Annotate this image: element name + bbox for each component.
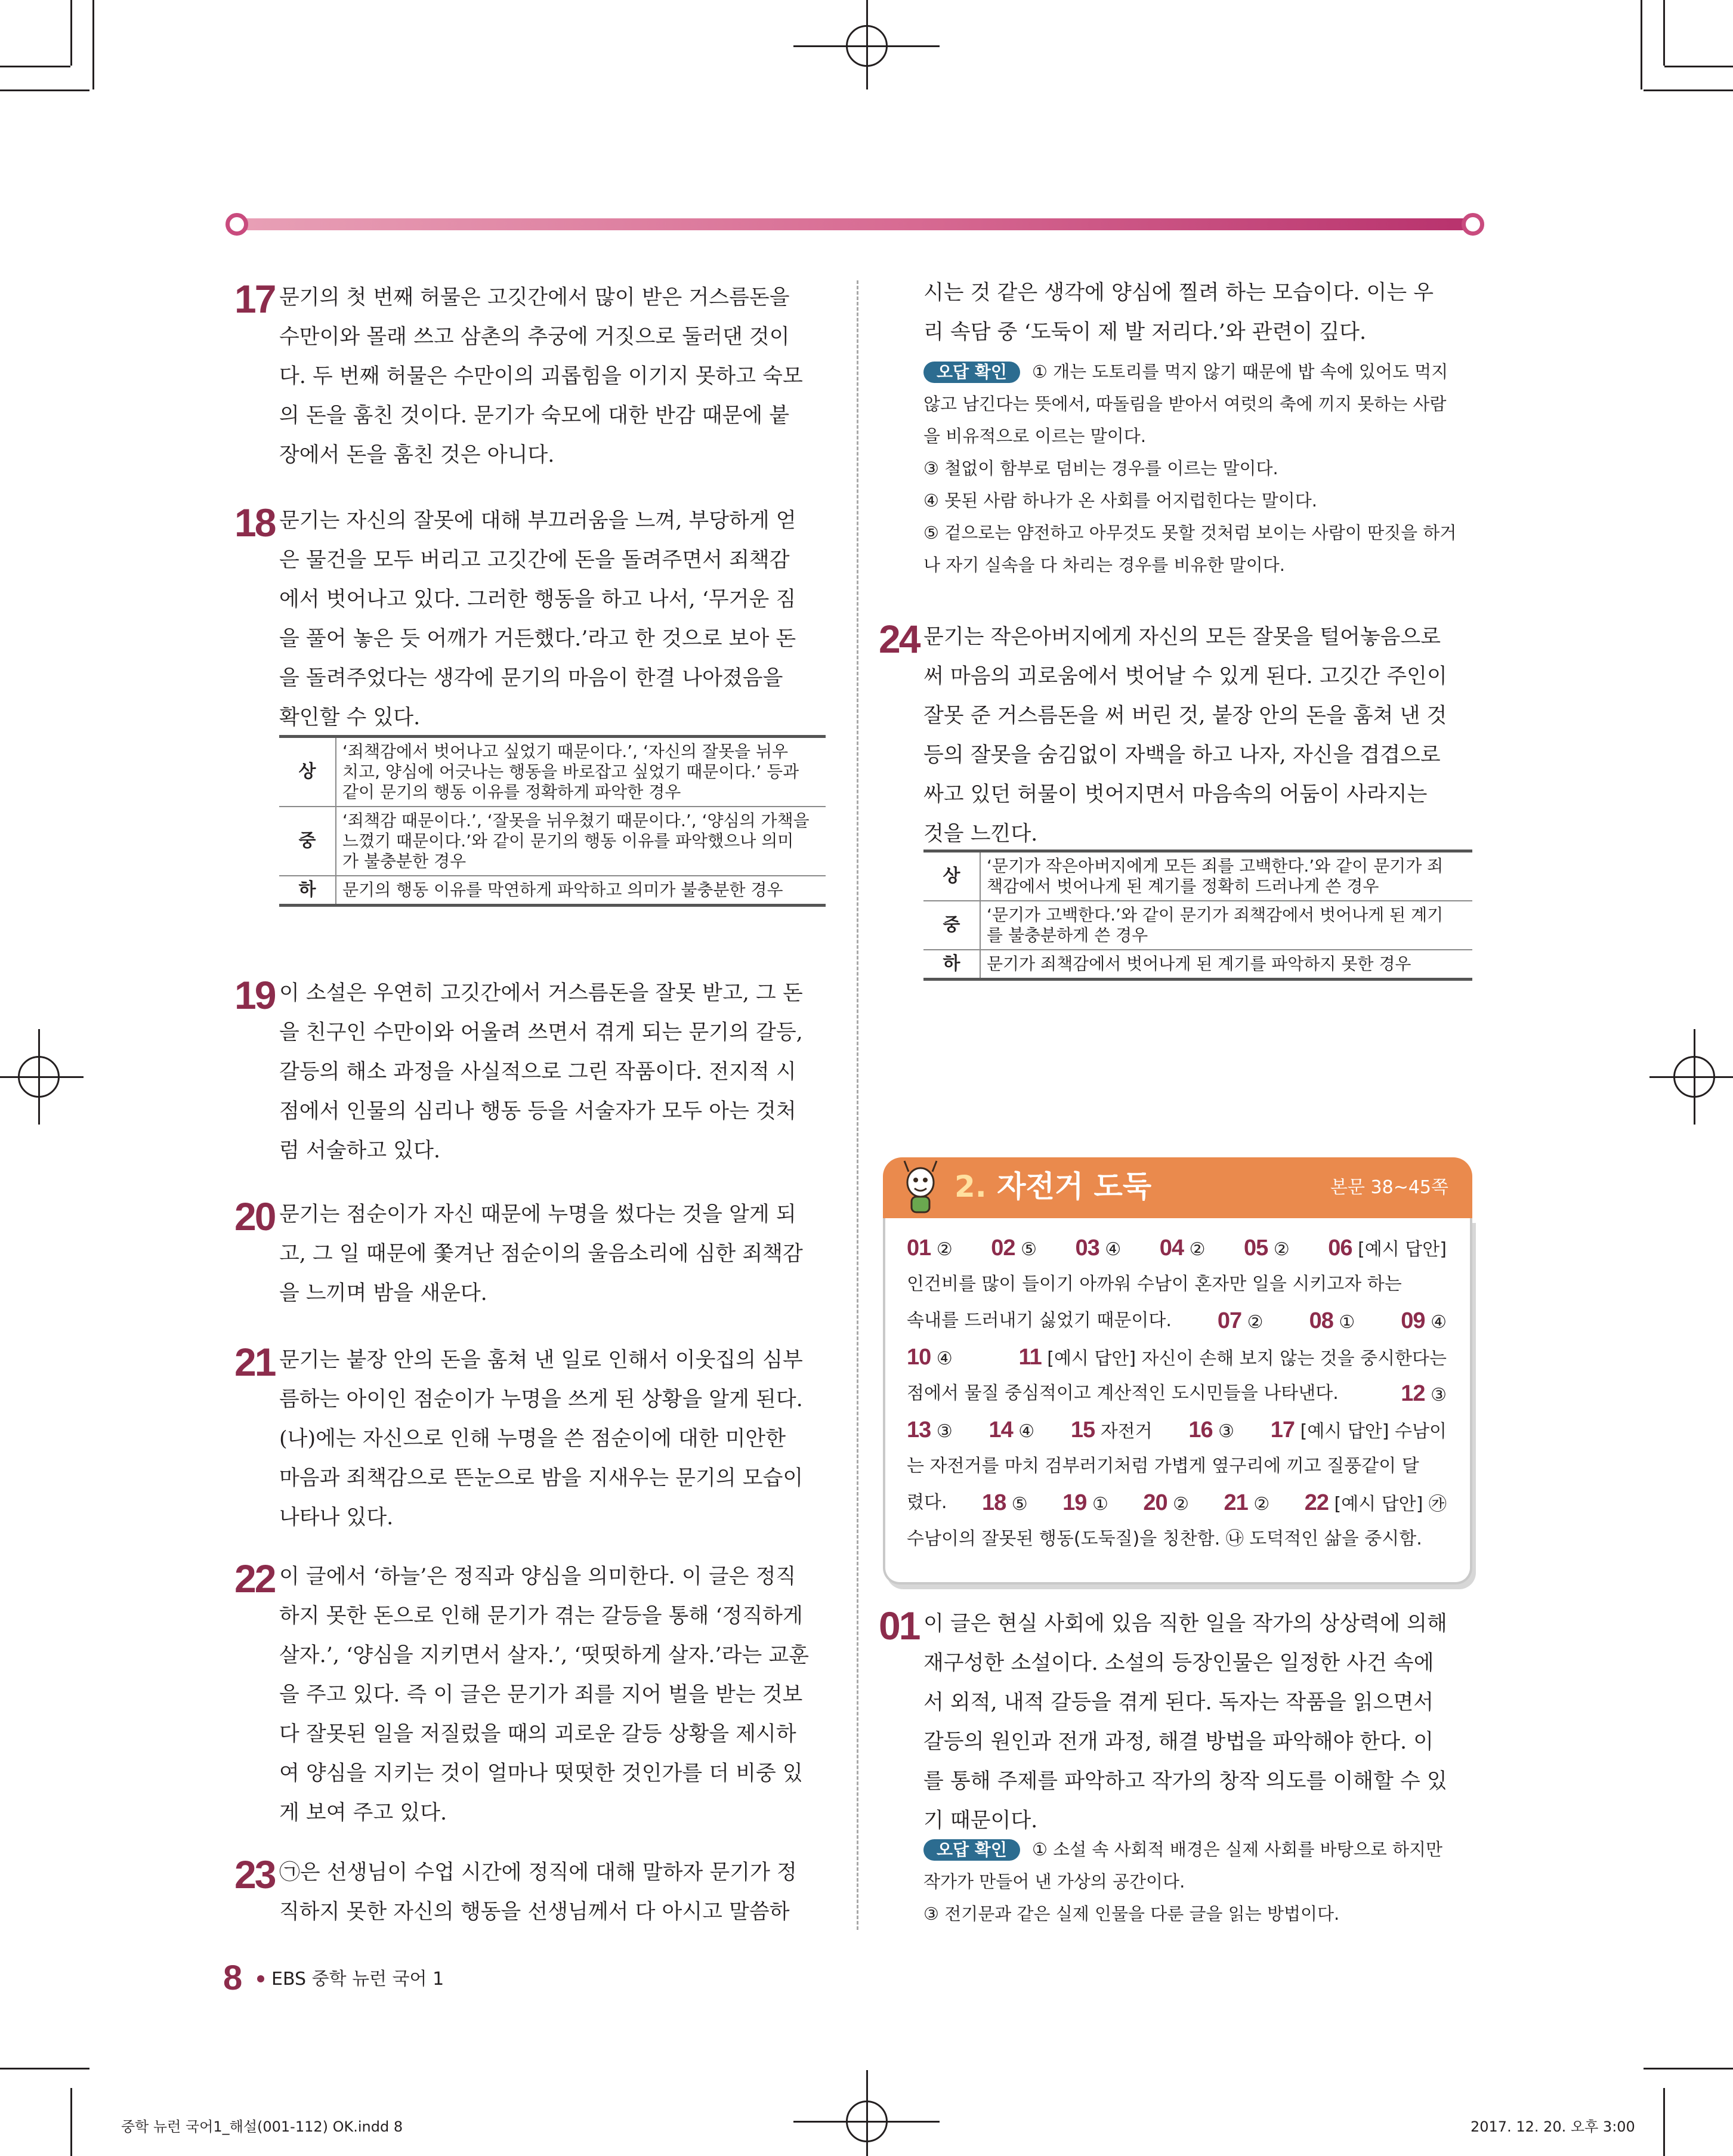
answer-value: ① bbox=[1086, 1494, 1108, 1515]
text-line: 게 보여 주고 있다. bbox=[279, 1801, 447, 1825]
answer-item bbox=[1328, 1230, 1447, 1268]
check-text: 않고 남긴다는 뜻에서, 따돌림을 받아서 여럿의 축에 끼지 못하는 사람 bbox=[923, 394, 1447, 414]
answer-number: 18 bbox=[981, 1490, 1006, 1515]
question-text bbox=[279, 501, 826, 737]
answer-line bbox=[907, 1267, 1447, 1302]
text-line: 장에서 돈을 훔친 것은 아니다. bbox=[279, 443, 555, 467]
answer-value: ⑤ bbox=[1006, 1494, 1028, 1515]
question-text bbox=[923, 617, 1472, 854]
answer-value: [예시 답안] ㉮ bbox=[1329, 1494, 1447, 1515]
text-line: (나)에는 자신으로 인해 누명을 쓴 점순이에 대한 미안한 bbox=[279, 1427, 786, 1451]
grade-criteria bbox=[336, 737, 826, 807]
question-number: 21 bbox=[234, 1340, 275, 1384]
text-line: 문기는 작은아버지에게 자신의 모든 잘못을 털어놓음으로 bbox=[923, 625, 1441, 649]
answer-line bbox=[907, 1230, 1447, 1268]
question-number: 23 bbox=[234, 1852, 275, 1896]
answer-number: 20 bbox=[1143, 1490, 1167, 1515]
text-line: 의 돈을 훔친 것이다. 문기가 숙모에 대한 반감 때문에 붙 bbox=[279, 404, 790, 428]
answer-line bbox=[907, 1521, 1447, 1557]
grade-level: 하 bbox=[279, 876, 336, 906]
answer-item bbox=[1143, 1485, 1189, 1522]
check-line bbox=[923, 452, 1472, 484]
question-text bbox=[279, 1195, 826, 1313]
answer-item bbox=[907, 1230, 953, 1268]
grade-criteria bbox=[980, 901, 1472, 950]
answer-item bbox=[907, 1448, 1419, 1484]
answer-value: ② bbox=[1184, 1239, 1206, 1260]
answer-line bbox=[907, 1485, 1447, 1522]
answer-item bbox=[1076, 1230, 1122, 1268]
text-line: 다. 두 번째 허물은 수만이의 괴롭힘을 이기지 못하고 숙모 bbox=[279, 365, 803, 388]
answer-item bbox=[1062, 1485, 1108, 1522]
text-line: 직하지 못한 자신의 행동을 선생님께서 다 아시고 말씀하 bbox=[279, 1900, 790, 1924]
text-line: 름하는 아이인 점순이가 누명을 쓰게 된 상황을 알게 된다. bbox=[279, 1388, 803, 1411]
crop-mark bbox=[0, 89, 89, 91]
text-line: 점에서 인물의 심리나 행동 등을 서술자가 모두 아는 것처 bbox=[279, 1099, 796, 1123]
criteria-line: ‘문기가 작은아버지에게 모든 죄를 고백한다.’와 같이 문기가 죄 bbox=[987, 856, 1444, 876]
check-text: ④ 못된 사람 하나가 온 사회를 어지럽힌다는 말이다. bbox=[923, 490, 1318, 511]
criteria-line: 느꼈기 때문이다.’와 같이 문기의 행동 이유를 파악했으나 의미 bbox=[342, 831, 794, 851]
answer-value: ④ bbox=[1425, 1312, 1447, 1333]
text-line: 갈등의 해소 과정을 사실적으로 그린 작품이다. 전지적 시 bbox=[279, 1060, 796, 1084]
grade-row bbox=[279, 807, 826, 876]
answer-value: 점에서 물질 중심적이고 계산적인 도시민들을 나타낸다. bbox=[907, 1383, 1339, 1404]
answer-number: 13 bbox=[907, 1417, 931, 1443]
answer-number: 22 bbox=[1304, 1490, 1329, 1515]
crop-mark bbox=[70, 2088, 72, 2156]
header-bar-cap-left bbox=[225, 213, 248, 236]
answer-value: [예시 답안] bbox=[1352, 1239, 1447, 1260]
wrong-answer-badge: 오답 확인 bbox=[923, 362, 1020, 383]
answer-value: ② bbox=[1241, 1312, 1264, 1333]
answer-item bbox=[988, 1412, 1034, 1450]
question-number: 19 bbox=[234, 973, 275, 1017]
text-line: 문기는 붙장 안의 돈을 훔쳐 낸 일로 인해서 이웃집의 심부 bbox=[279, 1348, 803, 1372]
question-number: 24 bbox=[879, 617, 919, 661]
check-text: ③ 전기문과 같은 실제 인물을 다룬 글을 읽는 방법이다. bbox=[923, 1904, 1340, 1924]
text-line: 마음과 죄책감으로 뜬눈으로 밤을 지새우는 문기의 모습이 bbox=[279, 1466, 804, 1490]
check-text: ⑤ 겉으로는 얌전하고 아무것도 못할 것처럼 보이는 사람이 딴짓을 하거 bbox=[923, 523, 1457, 543]
criteria-line: ‘죄책감 때문이다.’, ‘잘못을 뉘우쳤기 때문이다.’, ‘양심의 가책을 bbox=[342, 811, 810, 830]
answer-item bbox=[1271, 1412, 1447, 1450]
grade-level: 하 bbox=[923, 950, 980, 980]
answer-item bbox=[907, 1376, 1339, 1413]
question-text bbox=[279, 278, 826, 475]
header-bar bbox=[237, 218, 1472, 230]
answer-number: 09 bbox=[1401, 1308, 1425, 1333]
text-line: 이 글에서 ‘하늘’은 정직과 양심을 의미한다. 이 글은 정직 bbox=[279, 1565, 796, 1589]
grade-row bbox=[923, 950, 1472, 980]
answer-value: [예시 답안] 자신이 손해 보지 않는 것을 중시한다는 bbox=[1041, 1348, 1447, 1369]
check-line bbox=[923, 388, 1472, 420]
criteria-line: 가 불충분한 경우 bbox=[342, 851, 467, 871]
text-line: 확인할 수 있다. bbox=[279, 706, 421, 730]
check-line bbox=[923, 549, 1472, 581]
criteria-line: ‘문기가 고백한다.’와 같이 문기가 죄책감에서 벗어나게 된 계기 bbox=[987, 905, 1444, 925]
answer-item bbox=[1401, 1376, 1447, 1413]
crop-mark bbox=[1644, 2068, 1733, 2069]
print-slug-file: 중학 뉴런 국어1_해설(001-112) OK.indd 8 bbox=[121, 2118, 403, 2135]
grade-criteria bbox=[980, 851, 1472, 901]
crop-mark bbox=[1663, 2088, 1665, 2156]
question-text bbox=[279, 1557, 826, 1833]
text-line: 살자.’, ‘양심을 지키면서 살자.’, ‘떳떳하게 살자.’라는 교훈 bbox=[279, 1644, 810, 1667]
crop-mark bbox=[92, 0, 94, 89]
text-line: 을 친구인 수만이와 어울려 쓰면서 겪게 되는 문기의 갈등, bbox=[279, 1021, 803, 1045]
answer-value: ② bbox=[931, 1239, 953, 1260]
answer-value: ③ bbox=[1425, 1385, 1447, 1406]
answer-value: ③ bbox=[1212, 1421, 1235, 1442]
answer-item bbox=[1218, 1303, 1264, 1340]
question-text bbox=[279, 974, 826, 1170]
answer-item bbox=[1224, 1485, 1270, 1522]
text-line: 여 양심을 지키는 것이 얼마나 떳떳한 것인가를 더 비중 있 bbox=[279, 1762, 803, 1786]
answer-key-title: 2. 자전거 도둑 bbox=[954, 1169, 1152, 1204]
answer-item bbox=[907, 1339, 953, 1377]
answer-number: 03 bbox=[1075, 1235, 1099, 1261]
answer-value: 자전거 bbox=[1095, 1421, 1153, 1442]
criteria-line: 치고, 양심에 어긋나는 행동을 바로잡고 싶었기 때문이다.’ 등과 bbox=[342, 762, 799, 782]
answer-key-pages: 본문 38~45쪽 bbox=[1330, 1177, 1448, 1198]
criteria-line: 문기가 죄책감에서 벗어나게 된 계기를 파악하지 못한 경우 bbox=[987, 954, 1411, 974]
question-23-continued bbox=[923, 273, 1472, 352]
question-text bbox=[279, 1340, 826, 1537]
text-line: 문기의 첫 번째 허물은 고깃간에서 많이 받은 거스름돈을 bbox=[279, 286, 790, 310]
text-line: 에서 벗어나고 있다. 그러한 행동을 하고 나서, ‘무거운 짐 bbox=[279, 588, 796, 611]
wrong-answer-check bbox=[923, 356, 1472, 581]
answer-value: ② bbox=[1167, 1494, 1190, 1515]
wrong-answer-check bbox=[923, 1833, 1472, 1930]
answer-item bbox=[991, 1230, 1037, 1268]
criteria-line: ‘죄책감에서 벗어나고 싶었기 때문이다.’, ‘자신의 잘못을 뉘우 bbox=[342, 742, 789, 761]
text-line: 은 물건을 모두 버리고 고깃간에 돈을 돌려주면서 죄책감 bbox=[279, 548, 790, 572]
text-line: 럼 서술하고 있다. bbox=[279, 1139, 441, 1163]
text-line: 써 마음의 괴로움에서 벗어날 수 있게 된다. 고깃간 주인이 bbox=[923, 665, 1447, 688]
text-line: 시는 것 같은 생각에 양심에 찔려 하는 모습이다. 이는 우 bbox=[923, 281, 1434, 305]
answer-value: 속내를 드러내기 싫었기 때문이다. bbox=[907, 1310, 1172, 1331]
text-line: 수만이와 몰래 쓰고 삼촌의 추궁에 거짓으로 둘러댄 것이 bbox=[279, 325, 790, 349]
answer-value: ④ bbox=[1012, 1421, 1035, 1442]
grade-level: 중 bbox=[279, 807, 336, 876]
answer-number: 02 bbox=[991, 1235, 1015, 1261]
check-line bbox=[923, 1865, 1472, 1898]
question-number: 17 bbox=[234, 277, 275, 321]
answer-item bbox=[1019, 1339, 1447, 1377]
grading-table bbox=[923, 850, 1472, 981]
check-text: ③ 철없이 함부로 덤비는 경우를 이르는 말이다. bbox=[923, 458, 1278, 478]
criteria-line: 같이 문기의 행동 이유를 정확하게 파악한 경우 bbox=[342, 782, 681, 802]
check-line bbox=[923, 1833, 1472, 1865]
answer-item bbox=[907, 1303, 1172, 1340]
grade-level: 상 bbox=[923, 851, 980, 901]
text-line: 문기는 자신의 잘못에 대해 부끄러움을 느껴, 부당하게 얻 bbox=[279, 509, 796, 533]
answer-key-box bbox=[883, 1157, 1472, 1587]
wrong-answer-badge: 오답 확인 bbox=[923, 1839, 1020, 1861]
question-number: 22 bbox=[234, 1556, 275, 1601]
text-line: 문기는 점순이가 자신 때문에 누명을 썼다는 것을 알게 되 bbox=[279, 1203, 796, 1227]
answer-value: 수남이의 잘못된 행동(도둑질)을 칭찬함. ㉯ 도덕적인 삶을 중시함. bbox=[907, 1528, 1422, 1549]
check-text: 나 자기 실속을 다 차리는 경우를 비유한 말이다. bbox=[923, 555, 1286, 575]
grade-criteria bbox=[336, 807, 826, 876]
crop-mark bbox=[1664, 66, 1733, 67]
answer-value: ① bbox=[1333, 1312, 1355, 1333]
answer-item bbox=[907, 1267, 1402, 1302]
check-text: ① 개는 도토리를 먹지 않기 때문에 밥 속에 있어도 먹지 bbox=[1031, 362, 1448, 382]
answer-value: [예시 답안] 수남이 bbox=[1295, 1421, 1447, 1442]
text-line: 등의 잘못을 숨김없이 자백을 하고 나자, 자신을 겹겹으로 bbox=[923, 743, 1441, 767]
text-line: 를 통해 주제를 파악하고 작가의 창작 의도를 이해할 수 있 bbox=[923, 1769, 1447, 1793]
text-line: 것을 느낀다. bbox=[923, 822, 1038, 846]
column-divider bbox=[857, 280, 858, 1930]
text-line: 이 소설은 우연히 고깃간에서 거스름돈을 잘못 받고, 그 돈 bbox=[279, 981, 803, 1005]
answer-item bbox=[1309, 1303, 1355, 1340]
answer-value: 는 자전거를 마치 검부러기처럼 가볍게 옆구리에 끼고 질풍같이 달 bbox=[907, 1456, 1419, 1477]
question-number: 01 bbox=[879, 1604, 919, 1648]
grade-criteria bbox=[980, 950, 1472, 980]
answer-number: 05 bbox=[1244, 1235, 1268, 1261]
text-line: 재구성한 소설이다. 소설의 등장인물은 일정한 사건 속에 bbox=[923, 1651, 1434, 1675]
grade-row bbox=[923, 851, 1472, 901]
answer-item bbox=[907, 1412, 953, 1450]
answer-value: ② bbox=[1247, 1494, 1270, 1515]
text-line: 하지 못한 돈으로 인해 문기가 겪는 갈등을 통해 ‘정직하게 bbox=[279, 1604, 803, 1628]
answer-value: ④ bbox=[931, 1348, 953, 1369]
text-line: 갈등의 원인과 전개 과정, 해결 방법을 파악해야 한다. 이 bbox=[923, 1730, 1434, 1754]
page-number: 8 bbox=[223, 1959, 243, 1997]
text-line: 을 돌려주었다는 생각에 문기의 마음이 한결 나아졌음을 bbox=[279, 666, 783, 690]
answer-number: 07 bbox=[1217, 1308, 1242, 1333]
answer-item bbox=[1071, 1412, 1153, 1450]
answer-line bbox=[907, 1339, 1447, 1377]
text-line: 싸고 있던 허물이 벗어지면서 마음속의 어둠이 사라지는 bbox=[923, 783, 1428, 807]
answer-number: 01 bbox=[907, 1235, 931, 1261]
check-line bbox=[923, 1898, 1472, 1930]
answer-key-header bbox=[883, 1157, 1472, 1218]
answer-value: 인건비를 많이 들이기 아까워 수남이 혼자만 일을 시키고자 하는 bbox=[907, 1274, 1402, 1295]
answer-number: 04 bbox=[1159, 1235, 1184, 1261]
answer-number: 08 bbox=[1309, 1308, 1333, 1333]
grade-row bbox=[279, 737, 826, 807]
text-line: 다 잘못된 일을 저질렀을 때의 괴로운 갈등 상황을 제시하 bbox=[279, 1722, 796, 1746]
text-line: 을 풀어 놓은 듯 어깨가 거든했다.’라고 한 것으로 보아 돈 bbox=[279, 627, 796, 651]
question-text bbox=[923, 1604, 1472, 1840]
text-line: 을 느끼며 밤을 새운다. bbox=[279, 1281, 487, 1305]
answer-item bbox=[1188, 1412, 1234, 1450]
grade-level: 중 bbox=[923, 901, 980, 950]
registration-mark bbox=[1694, 1029, 1695, 1125]
answer-line bbox=[907, 1448, 1447, 1484]
question-number: 20 bbox=[234, 1194, 275, 1238]
grade-row bbox=[923, 901, 1472, 950]
crop-mark bbox=[1663, 0, 1665, 66]
answer-value: ⑤ bbox=[1015, 1239, 1037, 1260]
answer-number: 17 bbox=[1270, 1417, 1295, 1443]
answer-number: 19 bbox=[1062, 1490, 1087, 1515]
answer-number: 15 bbox=[1070, 1417, 1095, 1443]
answer-item bbox=[1244, 1230, 1290, 1268]
check-text: ① 소설 속 사회적 배경은 실제 사회를 바탕으로 하지만 bbox=[1031, 1839, 1442, 1860]
book-title: EBS 중학 뉴런 국어 1 bbox=[271, 1969, 444, 1990]
criteria-line: 를 불충분하게 쓴 경우 bbox=[987, 925, 1148, 945]
answer-value: ④ bbox=[1099, 1239, 1122, 1260]
check-line bbox=[923, 517, 1472, 549]
answer-number: 21 bbox=[1224, 1490, 1248, 1515]
crop-mark bbox=[1641, 0, 1642, 89]
check-lines bbox=[923, 356, 1472, 581]
text-line: ㉠은 선생님이 수업 시간에 정직에 대해 말하자 문기가 정 bbox=[279, 1861, 797, 1885]
check-line bbox=[923, 484, 1472, 517]
text-line: 잘못 준 거스름돈을 써 버린 것, 붙장 안의 돈을 훔쳐 낸 것 bbox=[923, 704, 1447, 728]
answer-number: 12 bbox=[1401, 1381, 1425, 1406]
answer-line bbox=[907, 1376, 1447, 1413]
registration-mark bbox=[866, 2070, 868, 2156]
text-line: 기 때문이다. bbox=[923, 1809, 1038, 1833]
crop-mark bbox=[1644, 89, 1733, 91]
footer-dot bbox=[257, 1975, 264, 1982]
crop-mark bbox=[70, 0, 72, 66]
header-bar-cap-right bbox=[1462, 213, 1484, 236]
text-line: 서 외적, 내적 갈등을 겪게 된다. 독자는 작품을 읽으면서 bbox=[923, 1691, 1434, 1715]
registration-mark bbox=[866, 0, 868, 89]
print-slug-date: 2017. 12. 20. 오후 3:00 bbox=[1471, 2118, 1635, 2135]
answer-line bbox=[907, 1303, 1447, 1340]
answer-value: ② bbox=[1268, 1239, 1290, 1260]
answer-value: 렸다. bbox=[907, 1492, 947, 1513]
grade-criteria bbox=[336, 876, 826, 906]
answer-number: 14 bbox=[988, 1417, 1013, 1443]
answer-item bbox=[907, 1485, 947, 1522]
answer-item bbox=[907, 1521, 1422, 1557]
check-lines bbox=[923, 1833, 1472, 1930]
answer-value: ③ bbox=[931, 1421, 953, 1442]
text-line: 나타나 있다. bbox=[279, 1506, 394, 1530]
answer-item bbox=[1401, 1303, 1447, 1340]
grading-table bbox=[279, 735, 826, 907]
registration-mark bbox=[38, 1029, 40, 1125]
criteria-line: 책감에서 벗어나게 된 계기를 정확히 드러나게 쓴 경우 bbox=[987, 876, 1379, 896]
answer-item bbox=[1160, 1230, 1206, 1268]
question-text bbox=[279, 1853, 826, 1932]
answer-item bbox=[1305, 1485, 1447, 1522]
text-line: 리 속담 중 ‘도둑이 제 발 저리다.’와 관련이 깊다. bbox=[923, 320, 1367, 344]
question-number: 18 bbox=[234, 501, 275, 545]
answer-number: 10 bbox=[907, 1345, 931, 1370]
grade-row bbox=[279, 876, 826, 906]
check-line bbox=[923, 420, 1472, 452]
answer-number: 11 bbox=[1018, 1345, 1042, 1370]
check-line bbox=[923, 356, 1472, 388]
crop-mark bbox=[0, 2068, 89, 2069]
crop-mark bbox=[0, 66, 70, 67]
registration-mark bbox=[0, 1076, 84, 1078]
mascot-icon bbox=[894, 1159, 947, 1216]
grade-level: 상 bbox=[279, 737, 336, 807]
answer-number: 06 bbox=[1328, 1235, 1352, 1261]
registration-mark bbox=[1649, 1076, 1733, 1078]
text-line: 고, 그 일 때문에 쫓겨난 점순이의 울음소리에 심한 죄책감 bbox=[279, 1242, 803, 1266]
check-text: 을 비유적으로 이르는 말이다. bbox=[923, 426, 1147, 446]
answer-line bbox=[907, 1412, 1447, 1450]
text-line: 이 글은 현실 사회에 있음 직한 일을 작가의 상상력에 의해 bbox=[923, 1612, 1447, 1636]
answer-item bbox=[982, 1485, 1028, 1522]
check-text: 작가가 만들어 낸 가상의 공간이다. bbox=[923, 1871, 1185, 1892]
answer-number: 16 bbox=[1188, 1417, 1213, 1443]
criteria-line: 문기의 행동 이유를 막연하게 파악하고 의미가 불충분한 경우 bbox=[342, 880, 783, 900]
text-line: 을 주고 있다. 즉 이 글은 문기가 죄를 지어 벌을 받는 것보 bbox=[279, 1683, 803, 1707]
